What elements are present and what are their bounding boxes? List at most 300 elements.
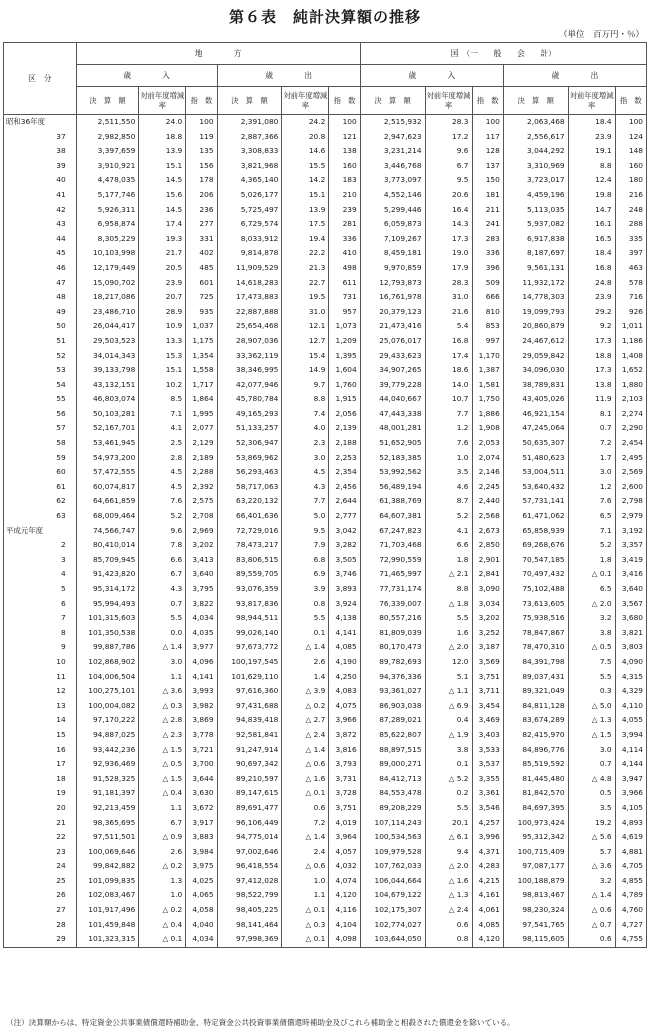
table-cell: 17.4 xyxy=(425,349,472,364)
table-cell: 28.9 xyxy=(139,305,186,320)
table-row xyxy=(4,188,647,203)
table-cell: 23.9 xyxy=(568,290,615,305)
table-cell: 206 xyxy=(186,188,217,203)
table-cell: 3,821,968 xyxy=(217,159,282,174)
table-cell: 2.8 xyxy=(139,451,186,466)
table-cell: 119 xyxy=(186,130,217,145)
table-cell: 53,640,432 xyxy=(503,480,568,495)
table-cell: 93,361,027 xyxy=(360,684,425,699)
table-cell: 4,755 xyxy=(615,932,646,947)
table-cell: 16.5 xyxy=(568,232,615,247)
year-cell: 20 xyxy=(4,801,77,816)
table-cell: 4,760 xyxy=(615,903,646,918)
table-cell: 39,133,798 xyxy=(76,363,139,378)
table-cell: 3,308,833 xyxy=(217,144,282,159)
table-cell: 44,040,667 xyxy=(360,392,425,407)
table-cell: 7.1 xyxy=(568,524,615,539)
table-cell: 0.3 xyxy=(568,684,615,699)
table-cell: 61,388,769 xyxy=(360,494,425,509)
table-cell: 4.3 xyxy=(139,582,186,597)
table-cell: 17.4 xyxy=(139,217,186,232)
table-cell: 88,897,515 xyxy=(360,743,425,758)
table-row xyxy=(4,261,647,276)
table-cell: 20,379,123 xyxy=(360,305,425,320)
year-cell: 58 xyxy=(4,436,77,451)
table-cell: 8.5 xyxy=(139,392,186,407)
table-cell: 4,257 xyxy=(472,816,503,831)
table-cell: 99,887,786 xyxy=(76,640,139,655)
table-cell: 4.0 xyxy=(282,421,329,436)
table-cell: 8.8 xyxy=(425,582,472,597)
table-cell: 102,083,467 xyxy=(76,888,139,903)
table-cell: 4,138 xyxy=(329,611,360,626)
table-cell: 20.8 xyxy=(282,130,329,145)
table-cell: 150 xyxy=(472,173,503,188)
table-cell: 29,503,523 xyxy=(76,334,139,349)
table-cell: 3.8 xyxy=(568,626,615,641)
table-cell: 84,896,776 xyxy=(503,743,568,758)
table-cell: 48,001,281 xyxy=(360,421,425,436)
table-cell: 95,994,493 xyxy=(76,597,139,612)
table-cell: 19.0 xyxy=(425,246,472,261)
table-cell: 283 xyxy=(472,232,503,247)
table-cell: 4,705 xyxy=(615,859,646,874)
table-cell: 51,480,623 xyxy=(503,451,568,466)
year-cell: 60 xyxy=(4,465,77,480)
table-cell: 3,778 xyxy=(186,728,217,743)
table-cell: 183 xyxy=(329,173,360,188)
table-cell: 25,654,468 xyxy=(217,319,282,334)
table-row xyxy=(4,465,647,480)
table-cell: 91,181,397 xyxy=(76,786,139,801)
table-cell: △ 1.5 xyxy=(139,772,186,787)
table-cell: 3,746 xyxy=(329,567,360,582)
table-cell: 4,057 xyxy=(329,845,360,860)
year-cell: 25 xyxy=(4,874,77,889)
table-cell: 106,044,664 xyxy=(360,874,425,889)
table-cell: 135 xyxy=(186,144,217,159)
table-cell: 21.3 xyxy=(282,261,329,276)
table-cell: 331 xyxy=(186,232,217,247)
year-cell: 54 xyxy=(4,378,77,393)
table-row xyxy=(4,816,647,831)
table-cell: 2,600 xyxy=(615,480,646,495)
table-row xyxy=(4,319,647,334)
table-cell: 2,063,468 xyxy=(503,115,568,130)
table-cell: 101,459,848 xyxy=(76,918,139,933)
table-cell: 61,471,062 xyxy=(503,509,568,524)
table-cell: 336 xyxy=(472,246,503,261)
table-cell: 23.9 xyxy=(139,276,186,291)
table-cell: 4,881 xyxy=(615,845,646,860)
table-cell: 5.0 xyxy=(282,509,329,524)
table-cell: 2,440 xyxy=(472,494,503,509)
table-cell: 3,723,017 xyxy=(503,173,568,188)
table-cell: 3,869 xyxy=(186,713,217,728)
table-cell: 9.2 xyxy=(568,319,615,334)
table-cell: 4,478,035 xyxy=(76,173,139,188)
table-cell: 69,268,676 xyxy=(503,538,568,553)
table-cell: 3,917 xyxy=(186,816,217,831)
table-cell: 94,775,014 xyxy=(217,830,282,845)
year-cell: 11 xyxy=(4,670,77,685)
table-cell: 3,640 xyxy=(186,567,217,582)
table-cell: 50,635,307 xyxy=(503,436,568,451)
table-cell: 1,170 xyxy=(472,349,503,364)
table-cell: 2,253 xyxy=(329,451,360,466)
table-cell: 100 xyxy=(615,115,646,130)
table-cell: 89,000,271 xyxy=(360,757,425,772)
index-header: 指 数 xyxy=(329,87,360,115)
table-cell: 78,470,310 xyxy=(503,640,568,655)
table-cell: 2.5 xyxy=(139,436,186,451)
table-cell: 4,190 xyxy=(329,655,360,670)
table-cell: 4,040 xyxy=(186,918,217,933)
table-cell: 3,947 xyxy=(615,772,646,787)
table-cell: 9,970,859 xyxy=(360,261,425,276)
table-cell: 2,274 xyxy=(615,407,646,422)
year-cell: 63 xyxy=(4,509,77,524)
year-cell: 6 xyxy=(4,597,77,612)
table-cell: 45,780,784 xyxy=(217,392,282,407)
table-cell: 12.7 xyxy=(282,334,329,349)
table-cell: 239 xyxy=(329,203,360,218)
table-cell: 4,144 xyxy=(615,757,646,772)
table-cell: 2,454 xyxy=(615,436,646,451)
table-cell: 124 xyxy=(615,130,646,145)
table-cell: 6,059,873 xyxy=(360,217,425,232)
table-cell: 51,652,905 xyxy=(360,436,425,451)
table-cell: 1.1 xyxy=(139,670,186,685)
table-cell: 463 xyxy=(615,261,646,276)
table-cell: 1,175 xyxy=(186,334,217,349)
table-cell: 2.6 xyxy=(139,845,186,860)
table-cell: 16.4 xyxy=(425,203,472,218)
table-cell: 8,033,912 xyxy=(217,232,282,247)
table-cell: 0.1 xyxy=(282,626,329,641)
table-cell: 281 xyxy=(329,217,360,232)
table-cell: 2,969 xyxy=(186,524,217,539)
table-cell: △ 0.1 xyxy=(282,932,329,947)
table-cell: 3,567 xyxy=(615,597,646,612)
table-cell: 7.6 xyxy=(139,494,186,509)
table-cell: 3,731 xyxy=(329,772,360,787)
change-header: 対前年度増減率 xyxy=(568,87,615,115)
table-row xyxy=(4,743,647,758)
table-cell: 3,964 xyxy=(329,830,360,845)
year-cell: 46 xyxy=(4,261,77,276)
table-cell: 3,044,292 xyxy=(503,144,568,159)
table-cell: 3,700 xyxy=(186,757,217,772)
table-cell: 17,473,883 xyxy=(217,290,282,305)
table-cell: △ 5.2 xyxy=(425,772,472,787)
table-cell: 14.2 xyxy=(282,173,329,188)
table-cell: 97,998,369 xyxy=(217,932,282,947)
table-cell: 3,187 xyxy=(472,640,503,655)
table-cell: 3.0 xyxy=(282,451,329,466)
table-cell: 16.1 xyxy=(568,217,615,232)
table-cell: 21.6 xyxy=(425,305,472,320)
table-cell: 2,568 xyxy=(472,509,503,524)
table-cell: 52,306,947 xyxy=(217,436,282,451)
table-cell: 2,245 xyxy=(472,480,503,495)
table-cell: 3.9 xyxy=(282,582,329,597)
table-cell: 0.6 xyxy=(568,932,615,947)
table-cell: 3,282 xyxy=(329,538,360,553)
table-row xyxy=(4,276,647,291)
table-cell: 100,188,879 xyxy=(503,874,568,889)
table-cell: 42,077,946 xyxy=(217,378,282,393)
table-cell: 5.2 xyxy=(139,509,186,524)
table-cell: 2,841 xyxy=(472,567,503,582)
table-cell: 101,917,496 xyxy=(76,903,139,918)
table-cell: 2,077 xyxy=(186,421,217,436)
table-cell: 3,728 xyxy=(329,786,360,801)
year-cell: 昭和36年度 xyxy=(4,115,77,130)
table-cell: 128 xyxy=(472,144,503,159)
table-cell: 14,618,283 xyxy=(217,276,282,291)
table-cell: △ 1.6 xyxy=(282,772,329,787)
table-cell: 410 xyxy=(329,246,360,261)
table-cell: 12.0 xyxy=(425,655,472,670)
table-cell: 11,932,172 xyxy=(503,276,568,291)
table-cell: 2,495 xyxy=(615,451,646,466)
table-cell: 5.5 xyxy=(425,801,472,816)
table-row xyxy=(4,772,647,787)
table-cell: 2.6 xyxy=(282,655,329,670)
table-cell: △ 0.3 xyxy=(282,918,329,933)
table-cell: 4,075 xyxy=(329,699,360,714)
table-cell: 0.4 xyxy=(425,713,472,728)
table-cell: 102,868,902 xyxy=(76,655,139,670)
table-cell: 3,711 xyxy=(472,684,503,699)
table-cell: 89,691,477 xyxy=(217,801,282,816)
table-cell: 97,616,360 xyxy=(217,684,282,699)
table-cell: 20.6 xyxy=(425,188,472,203)
table-cell: △ 0.6 xyxy=(282,859,329,874)
table-cell: 13.9 xyxy=(282,203,329,218)
table-cell: 1,011 xyxy=(615,319,646,334)
table-cell: 46,921,154 xyxy=(503,407,568,422)
table-cell: 16.8 xyxy=(568,261,615,276)
index-header: 指 数 xyxy=(186,87,217,115)
table-cell: 7.6 xyxy=(568,494,615,509)
table-cell: 1,908 xyxy=(472,421,503,436)
table-cell: 2,887,366 xyxy=(217,130,282,145)
year-cell: 59 xyxy=(4,451,77,466)
table-cell: 138 xyxy=(329,144,360,159)
table-cell: 4,141 xyxy=(186,670,217,685)
table-cell: 731 xyxy=(329,290,360,305)
table-cell: 97,170,222 xyxy=(76,713,139,728)
table-cell: 18,217,086 xyxy=(76,290,139,305)
table-cell: 43,132,151 xyxy=(76,378,139,393)
table-cell: 93,442,236 xyxy=(76,743,139,758)
table-cell: 3,966 xyxy=(329,713,360,728)
year-cell: 14 xyxy=(4,713,77,728)
table-cell: 95,312,342 xyxy=(503,830,568,845)
table-cell: 15.3 xyxy=(139,349,186,364)
table-cell: 1.6 xyxy=(425,626,472,641)
table-cell: 63,220,132 xyxy=(217,494,282,509)
table-cell: 3,910,921 xyxy=(76,159,139,174)
table-cell: 98,230,324 xyxy=(503,903,568,918)
table-cell: 1,186 xyxy=(615,334,646,349)
table-cell: 611 xyxy=(329,276,360,291)
table-cell: 4.5 xyxy=(139,465,186,480)
table-cell: 4.5 xyxy=(282,465,329,480)
year-cell: 18 xyxy=(4,772,77,787)
table-cell: 3,822 xyxy=(186,597,217,612)
table-cell: 1.1 xyxy=(139,801,186,816)
table-cell: 810 xyxy=(472,305,503,320)
year-cell: 23 xyxy=(4,845,77,860)
year-cell: 27 xyxy=(4,903,77,918)
table-cell: 6.6 xyxy=(425,538,472,553)
table-cell: 335 xyxy=(615,232,646,247)
table-cell: 236 xyxy=(186,203,217,218)
table-cell: 4,789 xyxy=(615,888,646,903)
table-cell: 4,074 xyxy=(329,874,360,889)
table-cell: 99,842,882 xyxy=(76,859,139,874)
table-cell: △ 0.3 xyxy=(139,699,186,714)
table-cell: 1,073 xyxy=(329,319,360,334)
table-cell: 64,607,381 xyxy=(360,509,425,524)
table-cell: 3.0 xyxy=(568,465,615,480)
table-cell: 6.5 xyxy=(568,582,615,597)
change-header: 対前年度増減率 xyxy=(425,87,472,115)
national-header: 国 （一 般 会 計） xyxy=(360,43,646,65)
table-cell: 92,936,469 xyxy=(76,757,139,772)
table-cell: 3,816 xyxy=(329,743,360,758)
table-cell: 24.0 xyxy=(139,115,186,130)
table-cell: 89,782,693 xyxy=(360,655,425,670)
table-cell: 4,727 xyxy=(615,918,646,933)
table-cell: 2,053 xyxy=(472,436,503,451)
table-cell: 117 xyxy=(472,130,503,145)
table-cell: 18.8 xyxy=(568,349,615,364)
table-cell: 104,679,122 xyxy=(360,888,425,903)
table-cell: △ 0.4 xyxy=(139,786,186,801)
table-cell: 2,798 xyxy=(615,494,646,509)
local-expenditure-header: 歳 出 xyxy=(217,65,360,87)
table-cell: 19.2 xyxy=(568,816,615,831)
table-cell: 156 xyxy=(186,159,217,174)
table-cell: 0.6 xyxy=(425,918,472,933)
table-cell: 23,486,710 xyxy=(76,305,139,320)
table-cell: 10,103,998 xyxy=(76,246,139,261)
table-cell: 178 xyxy=(186,173,217,188)
table-cell: 1,408 xyxy=(615,349,646,364)
table-cell: 94,839,418 xyxy=(217,713,282,728)
local-header: 地 方 xyxy=(76,43,360,65)
table-cell: 3,202 xyxy=(186,538,217,553)
table-cell: △ 2.0 xyxy=(425,640,472,655)
table-cell: 4.5 xyxy=(139,480,186,495)
table-cell: 22.2 xyxy=(282,246,329,261)
table-cell: 8.7 xyxy=(425,494,472,509)
table-cell: 2,708 xyxy=(186,509,217,524)
table-cell: 14,778,303 xyxy=(503,290,568,305)
table-cell: 3,993 xyxy=(186,684,217,699)
table-cell: 4,035 xyxy=(186,626,217,641)
year-cell: 3 xyxy=(4,553,77,568)
table-cell: 19.8 xyxy=(568,188,615,203)
table-cell: 81,445,480 xyxy=(503,772,568,787)
table-cell: 3,893 xyxy=(329,582,360,597)
table-cell: 18.8 xyxy=(139,130,186,145)
table-cell: 18.6 xyxy=(425,363,472,378)
table-cell: △ 2.8 xyxy=(139,713,186,728)
table-cell: 28.3 xyxy=(425,276,472,291)
table-cell: 1,880 xyxy=(615,378,646,393)
year-cell: 7 xyxy=(4,611,77,626)
table-cell: 24,467,612 xyxy=(503,334,568,349)
year-cell: 22 xyxy=(4,830,77,845)
table-cell: 98,115,605 xyxy=(503,932,568,947)
table-cell: 15.5 xyxy=(282,159,329,174)
table-cell: 1.8 xyxy=(425,553,472,568)
table-cell: 10.9 xyxy=(139,319,186,334)
table-row xyxy=(4,363,647,378)
table-row xyxy=(4,713,647,728)
table-cell: 5,926,311 xyxy=(76,203,139,218)
table-cell: 66,401,636 xyxy=(217,509,282,524)
table-cell: 97,087,177 xyxy=(503,859,568,874)
table-cell: 89,208,229 xyxy=(360,801,425,816)
table-cell: 2,673 xyxy=(472,524,503,539)
table-cell: △ 1.5 xyxy=(568,728,615,743)
table-cell: △ 0.6 xyxy=(282,757,329,772)
table-cell: 3,034 xyxy=(472,597,503,612)
table-cell: 91,528,325 xyxy=(76,772,139,787)
table-cell: 2.4 xyxy=(282,845,329,860)
table-cell: 3,537 xyxy=(472,757,503,772)
table-cell: 38,346,995 xyxy=(217,363,282,378)
table-cell: 6.7 xyxy=(139,567,186,582)
table-cell: 1.7 xyxy=(568,451,615,466)
table-cell: 17.9 xyxy=(425,261,472,276)
unit-label: （単位 百万円・％） xyxy=(558,30,644,40)
table-cell: 121 xyxy=(329,130,360,145)
table-cell: 98,522,799 xyxy=(217,888,282,903)
table-row xyxy=(4,670,647,685)
page-title: 第６表 純計決算額の推移 xyxy=(228,8,421,26)
table-cell: 4,055 xyxy=(615,713,646,728)
table-cell: △ 0.2 xyxy=(282,699,329,714)
table-cell: 47,245,064 xyxy=(503,421,568,436)
table-cell: 15.4 xyxy=(282,349,329,364)
table-cell: △ 0.2 xyxy=(139,859,186,874)
table-cell: 85,709,945 xyxy=(76,553,139,568)
table-cell: 89,321,049 xyxy=(503,684,568,699)
year-cell: 38 xyxy=(4,144,77,159)
year-cell: 51 xyxy=(4,334,77,349)
table-cell: 4,058 xyxy=(186,903,217,918)
table-row xyxy=(4,290,647,305)
table-cell: 34,014,343 xyxy=(76,349,139,364)
table-cell: 216 xyxy=(615,188,646,203)
table-cell: 926 xyxy=(615,305,646,320)
table-cell: 4,110 xyxy=(615,699,646,714)
table-cell: 4,365,140 xyxy=(217,173,282,188)
table-cell: 1,037 xyxy=(186,319,217,334)
table-cell: 72,729,016 xyxy=(217,524,282,539)
table-cell: 1,886 xyxy=(472,407,503,422)
table-cell: 104,006,504 xyxy=(76,670,139,685)
table-cell: 1,652 xyxy=(615,363,646,378)
table-cell: 2.3 xyxy=(282,436,329,451)
